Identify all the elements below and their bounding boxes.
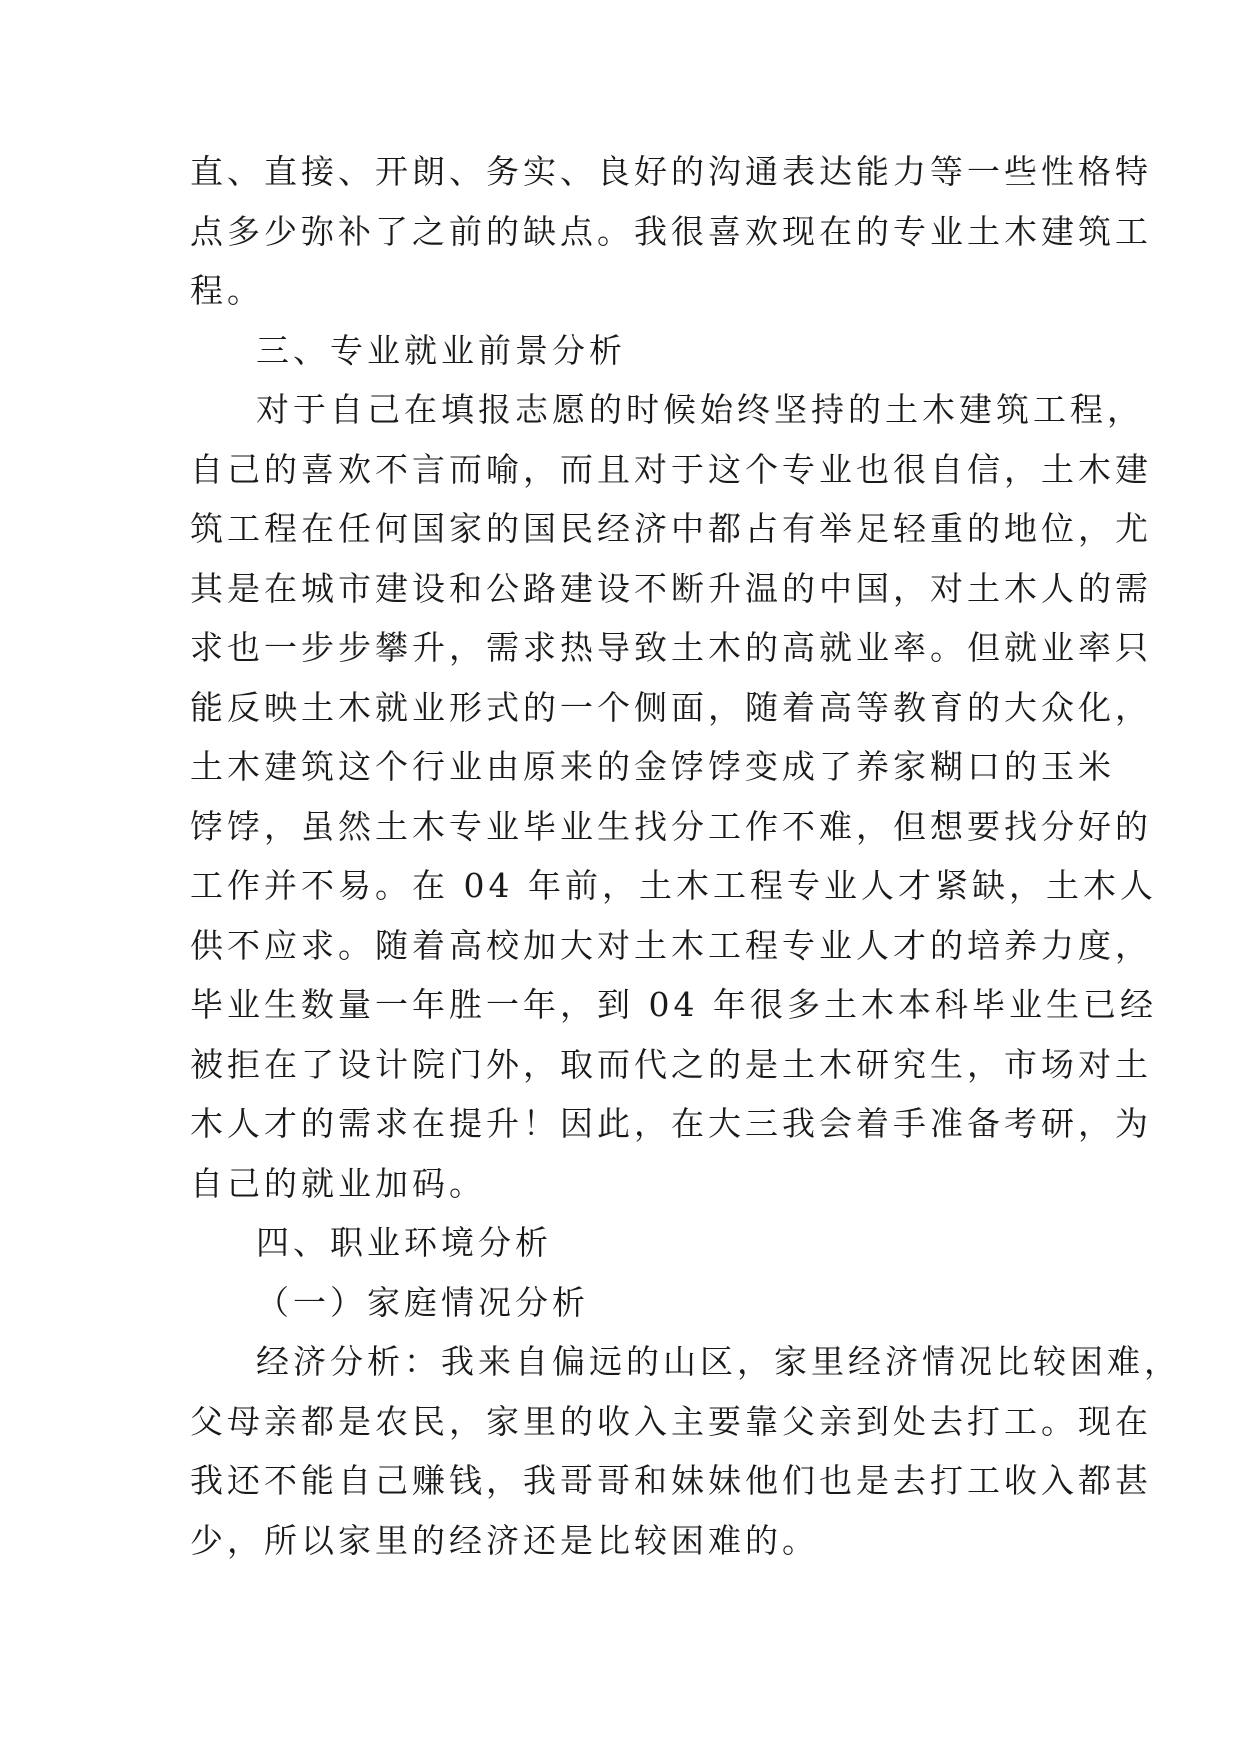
text-line: 被拒在了设计院门外，取而代之的是土木研究生，市场对土 xyxy=(190,1044,1152,1084)
text-line: 求也一步步攀升，需求热导致土木的高就业率。但就业率只 xyxy=(190,628,1152,667)
text-line: 少，所以家里的经济还是比较困难的。 xyxy=(190,1520,819,1560)
text-line: 自己的喜欢不言而喻，而且对于这个专业也很自信，土木建 xyxy=(190,449,1152,489)
document-body xyxy=(190,152,1181,1580)
text-line: 自己的就业加码。 xyxy=(190,1163,486,1203)
text-line: 直、直接、开朗、务实、良好的沟通表达能力等一些性格特 xyxy=(190,152,1152,191)
text-line: 经济分析：我来自偏远的山区，家里经济情况比较困难， xyxy=(256,1342,1181,1381)
text-line: 筑工程在任何国家的国民经济中都占有举足轻重的地位，尤 xyxy=(190,509,1152,548)
text-line: 毕业生数量一年胜一年，到 04 年很多土木本科毕业生已经 xyxy=(190,985,1157,1024)
text-line: 父母亲都是农民，家里的收入主要靠父亲到处去打工。现在 xyxy=(190,1401,1152,1441)
text-line: 饽饽，虽然土木专业毕业生找分工作不难，但想要找分好的 xyxy=(190,806,1152,846)
text-line: 三、专业就业前景分析 xyxy=(256,330,626,370)
text-line: 点多少弥补了之前的缺点。我很喜欢现在的专业土木建筑工 xyxy=(190,211,1152,251)
text-line: 土木建筑这个行业由原来的金饽饽变成了养家糊口的玉米 xyxy=(190,747,1115,786)
text-line: 能反映土木就业形式的一个侧面，随着高等教育的大众化， xyxy=(190,687,1152,727)
text-line: 工作并不易。在 04 年前，土木工程专业人才紧缺，土木人 xyxy=(190,866,1157,905)
text-line: 对于自己在填报志愿的时候始终坚持的土木建筑工程， xyxy=(256,390,1144,429)
text-line: 四、职业环境分析 xyxy=(256,1223,552,1262)
text-line: 其是在城市建设和公路建设不断升温的中国，对土木人的需 xyxy=(190,568,1152,608)
text-line: 供不应求。随着高校加大对土木工程专业人才的培养力度， xyxy=(190,925,1152,965)
text-line: 木人才的需求在提升！因此，在大三我会着手准备考研，为 xyxy=(190,1104,1152,1143)
text-line: 程。 xyxy=(190,271,264,310)
text-line: （一）家庭情况分析 xyxy=(256,1282,589,1322)
text-line: 我还不能自己赚钱，我哥哥和妹妹他们也是去打工收入都甚 xyxy=(190,1461,1152,1500)
